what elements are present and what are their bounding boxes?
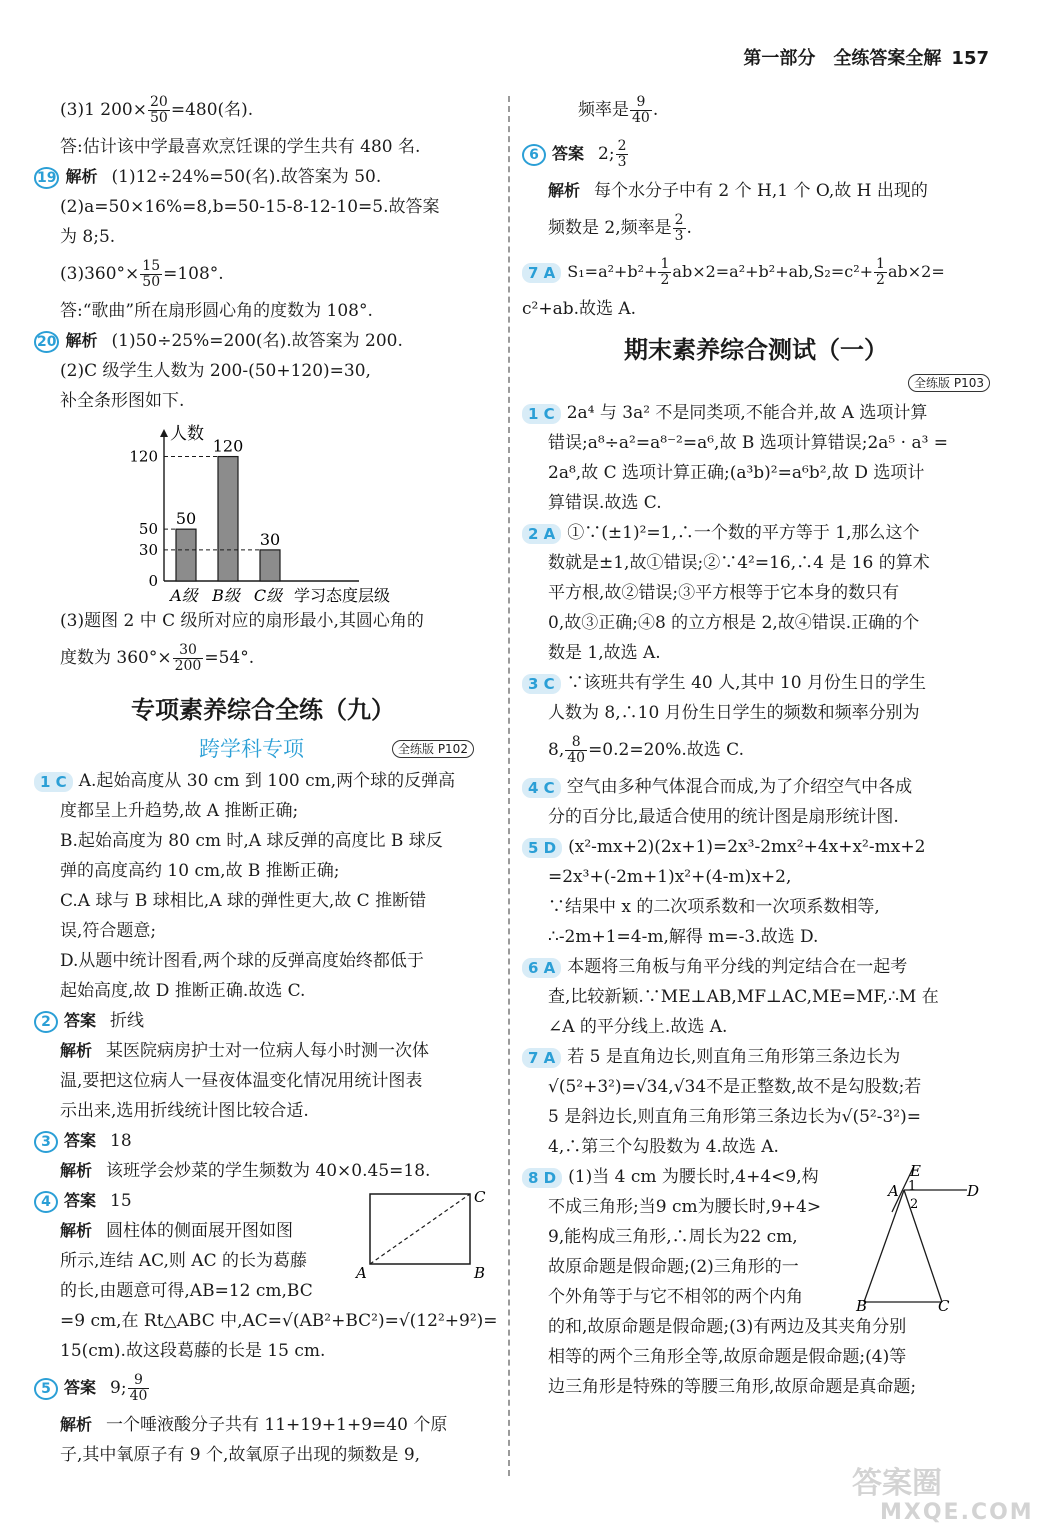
c1: 1 C A.起始高度从 30 cm 到 100 cm,两个球的反弹高 — [34, 766, 492, 796]
question-number: 5 — [34, 1378, 58, 1400]
bar-chart-svg — [104, 416, 444, 606]
q19: 19 解析 (1)12÷24%=50(名).故答案为 50. — [34, 162, 492, 192]
answer-badge: 1 C — [34, 772, 73, 792]
fraction: $\frac{20}{50}$ — [150, 94, 168, 126]
c7: 7 A S₁=a²+b²+ $\frac{1}{2}$ ab×2=a²+b²+ab,S₂=c²+ $\frac{1}{2}$ ab×2= — [522, 250, 990, 294]
page-number: 157 — [951, 48, 989, 69]
text-line: 2a⁸,故 C 选项计算正确;(a³b)²=a⁶b²,故 D 选项计 — [548, 463, 925, 483]
f5: 5 D (x²-mx+2)(2x+1)=2x³-2mx²+4x+x²-mx+2 — [522, 832, 990, 862]
text-line: D.从题中统计图看,两个球的反弹高度始终都低于 — [60, 951, 424, 971]
answer-badge: 3 C — [522, 674, 561, 694]
c6: 6 答案 2; $\frac{2}{3}$ — [522, 132, 990, 176]
label-D: D — [967, 1182, 980, 1200]
question-number: 2 — [34, 1011, 58, 1033]
text-line: 起始高度,故 D 推断正确.故选 C. — [60, 981, 306, 1001]
c5: 5 答案 9; $\frac{9}{40}$ — [34, 1366, 492, 1410]
question-number: 20 — [34, 331, 59, 353]
x-tick-label: B级 — [212, 586, 240, 605]
text-line: ∵结果中 x 的二次项系数和一次项系数相等, — [548, 897, 880, 917]
fraction: $\frac{9}{40}$ — [129, 1372, 148, 1404]
fraction: $\frac{30}{200}$ — [174, 642, 202, 674]
ref-row — [522, 372, 990, 398]
answer-badge: 7 A — [522, 1048, 561, 1068]
reference-tag: 全练版 P103 — [908, 374, 990, 392]
label-B: B — [474, 1264, 486, 1282]
text-line: 0,故③正确;④8 的立方根是 2,故④错误.正确的个 — [548, 613, 920, 633]
text-line: (2)a=50×16%=8,b=50-15-8-12-10=5.故答案 — [60, 197, 440, 217]
bar-A级 — [176, 529, 196, 581]
text-line: 数是 1,故选 A. — [548, 643, 661, 663]
y-tick-label: 120 — [129, 447, 158, 466]
c2: 2 答案 折线 — [34, 1006, 492, 1036]
y-tick-label: 30 — [138, 540, 158, 559]
text-line: 度都呈上升趋势,故 A 推断正确; — [60, 801, 299, 821]
question-number: 19 — [34, 167, 59, 189]
text-line: 频率是 $\frac{9}{40}$ . — [578, 94, 659, 126]
x-axis-label: 学习态度层级 — [294, 586, 391, 605]
rectangle-figure — [352, 1186, 492, 1286]
text-line: 的长,由题意可得,AB=12 cm,BC — [60, 1281, 313, 1301]
label-A: A — [356, 1264, 367, 1282]
right-column — [522, 88, 990, 1402]
text-line: c²+ab.故选 A. — [522, 299, 637, 319]
answer-badge: 2 A — [522, 524, 561, 544]
text-line: 为 8;5. — [60, 227, 116, 247]
subtitle-row — [34, 732, 492, 766]
text-line: 分的百分比,最适合使用的统计图是扇形统计图. — [548, 807, 899, 827]
y-tick-label: 50 — [138, 520, 158, 539]
bar-chart — [34, 416, 492, 606]
text-line: 5 是斜边长,则直角三角形第三条边长为√(5²-3²)= — [548, 1107, 921, 1127]
text-line: 解析 该班学会炒菜的学生频数为 40×0.45=18. — [60, 1161, 431, 1181]
answer-badge: 7 A — [522, 263, 561, 283]
data-label: 30 — [259, 529, 281, 549]
fraction: $\frac{2}{3}$ — [617, 138, 627, 170]
fraction: $\frac{9}{40}$ — [632, 94, 650, 126]
text-line: (3)360°× $\frac{15}{50}$ =108°. — [60, 258, 224, 290]
text-line: =9 cm,在 Rt△ABC 中,AC=√(AB²+BC²)=√(12²+9²)= — [60, 1311, 498, 1331]
f8: 8 D (1)当 4 cm 为腰长时,4+4<9,构 — [522, 1162, 990, 1192]
text-line: 相等的两个三角形全等,故原命题是假命题;(4)等 — [548, 1347, 907, 1367]
text-line: 数就是±1,故①错误;②∵4²=16,∴4 是 16 的算术 — [548, 553, 930, 573]
text-line: (2)C 级学生人数为 200-(50+120)=30, — [60, 361, 371, 381]
f8-block — [522, 1162, 990, 1402]
c3: 3 答案 18 — [34, 1126, 492, 1156]
f1: 1 C 2a⁴ 与 3a² 不是同类项,不能合并,故 A 选项计算 — [522, 398, 990, 428]
text-line: 人数为 8,∴10 月份生日学生的频数和频率分别为 — [548, 703, 920, 723]
triangle-figure — [852, 1162, 987, 1312]
text-line: 示出来,选用折线统计图比较合适. — [60, 1101, 309, 1121]
label-B: B — [856, 1297, 868, 1312]
text-line: 补全条形图如下. — [60, 391, 185, 411]
y-tick-label: 0 — [148, 572, 158, 590]
text-line: 15(cm).故这段葛藤的长是 15 cm. — [60, 1341, 326, 1361]
answer-badge: 1 C — [522, 404, 561, 424]
label-C: C — [938, 1297, 950, 1312]
text-line: C.A 球与 B 球相比,A 球的弹性更大,故 C 推断错 — [60, 891, 427, 911]
text-line: 答:“歌曲”所在扇形圆心角的度数为 108°. — [60, 301, 373, 321]
c4-block — [34, 1186, 498, 1366]
text-line: 频数是 2,频率是 $\frac{2}{3}$ . — [548, 212, 692, 244]
text-line: 9,能构成三角形,∴周长为22 cm, — [548, 1227, 798, 1247]
watermark-logo: 答案圈 — [852, 1466, 942, 1501]
label-2: 2 — [910, 1197, 919, 1212]
text-line: 解析 每个水分子中有 2 个 H,1 个 O,故 H 出现的 — [548, 181, 928, 201]
text-line: 解析 某医院病房护士对一位病人每小时测一次体 — [60, 1041, 430, 1061]
label-E: E — [910, 1162, 921, 1180]
text-line: ∴-2m+1=4-m,解得 m=-3.故选 D. — [548, 927, 819, 947]
fraction: $\frac{8}{40}$ — [567, 734, 586, 766]
fraction: $\frac{15}{50}$ — [142, 258, 161, 290]
f3: 3 C ∵该班共有学生 40 人,其中 10 月份生日的学生 — [522, 668, 990, 698]
text-line: 的和,故原命题是假命题;(3)有两边及其夹角分别 — [548, 1317, 907, 1337]
text-line: 不成三角形;当9 cm为腰长时,9+4> — [548, 1197, 822, 1217]
text-line: 算错误.故选 C. — [548, 493, 662, 513]
section-title-9: 专项素养综合全练（九） — [131, 696, 395, 724]
text-line: 所示,连结 AC,则 AC 的长为葛藤 — [60, 1251, 307, 1271]
y-axis-arrow — [160, 429, 168, 437]
text-line: 误,符合题意; — [60, 921, 157, 941]
text-line: 查,比较新颖.∵ME⊥AB,MF⊥AC,ME=MF,∴M 在 — [548, 987, 939, 1007]
text-line: 边三角形是特殊的等腰三角形,故原命题是真命题; — [548, 1377, 917, 1397]
text-line: 解析 一个唾液酸分子共有 11+19+1+9=40 个原 — [60, 1415, 448, 1435]
answer-badge: 5 D — [522, 838, 562, 858]
fraction: $\frac{2}{3}$ — [674, 212, 684, 244]
text-line: 答:估计该中学最喜欢烹饪课的学生共有 480 名. — [60, 137, 421, 157]
fraction: $\frac{1}{2}$ — [660, 256, 670, 288]
text-line: 错误;a⁸÷a²=a⁸⁻²=a⁶,故 B 选项计算错误;2a⁵ · a³ = — [548, 433, 949, 453]
section-title-final: 期末素养综合测试（一） — [624, 336, 888, 364]
label-1: 1 — [908, 1179, 917, 1194]
section-title: 第一部分 全练答案全解 — [743, 48, 942, 69]
f6: 6 A 本题将三角板与角平分线的判定结合在一起考 — [522, 952, 990, 982]
question-number: 3 — [34, 1131, 58, 1153]
watermark-url: MXQE.COM — [880, 1500, 1034, 1525]
question-number: 4 — [34, 1191, 58, 1213]
x-tick-label: A级 — [170, 586, 198, 605]
label-A: A — [888, 1182, 899, 1200]
y-axis-label: 人数 — [170, 424, 204, 444]
text-line: (3)1 200× $\frac{20}{50}$ =480(名). — [60, 94, 254, 126]
page-header — [743, 44, 989, 70]
text-line: B.起始高度为 80 cm 时,A 球反弹的高度比 B 球反 — [60, 831, 443, 851]
f7: 7 A 若 5 是直角边长,则直角三角形第三条边长为 — [522, 1042, 990, 1072]
f2: 2 A ①∵(±1)²=1,∴一个数的平方等于 1,那么这个 — [522, 518, 990, 548]
text-line: √(5²+3²)=√34,√34不是正整数,故不是勾股数;若 — [548, 1077, 922, 1097]
text-line: ∠A 的平分线上.故选 A. — [548, 1017, 728, 1037]
c4: 4 答案 15 — [34, 1186, 492, 1216]
text-line: 温,要把这位病人一昼夜体温变化情况用统计图表 — [60, 1071, 423, 1091]
q20: 20 解析 (1)50÷25%=200(名).故答案为 200. — [34, 326, 492, 356]
data-label: 50 — [175, 509, 197, 529]
bar-C级 — [260, 550, 280, 581]
text-line: 个外角等于与它不相邻的两个内角 — [548, 1287, 803, 1307]
fraction: $\frac{1}{2}$ — [876, 256, 885, 288]
left-column — [34, 88, 498, 1470]
text-line: 子,其中氧原子有 9 个,故氧原子出现的频数是 9, — [60, 1445, 421, 1465]
answer-badge: 4 C — [522, 778, 561, 798]
label-C: C — [474, 1188, 486, 1206]
text-line: 4,∴第三个勾股数为 4.故选 A. — [548, 1137, 779, 1157]
text-line: 解析 圆柱体的侧面展开图如图 — [60, 1221, 294, 1241]
reference-tag: 全练版 P102 — [392, 740, 474, 758]
text-line: 8, $\frac{8}{40}$ =0.2=20%.故选 C. — [548, 734, 744, 766]
bar-B级 — [218, 457, 238, 581]
column-divider — [508, 96, 510, 1476]
answer-badge: 6 A — [522, 958, 561, 978]
subtitle: 跨学科专项 — [199, 737, 304, 761]
text-line: =2x³+(-2m+1)x²+(4-m)x+2, — [548, 867, 792, 887]
text-line: 平方根,故②错误;③平方根等于它本身的数只有 — [548, 583, 900, 603]
x-tick-label: C级 — [253, 586, 283, 605]
text-line: 弹的高度高约 10 cm,故 B 推断正确; — [60, 861, 340, 881]
data-label: 120 — [212, 436, 244, 456]
text-line: 度数为 360°× $\frac{30}{200}$ =54°. — [60, 642, 255, 674]
text-line: 故原命题是假命题;(2)三角形的一 — [548, 1257, 799, 1277]
question-number: 6 — [522, 144, 546, 166]
text-line: (3)题图 2 中 C 级所对应的扇形最小,其圆心角的 — [60, 611, 424, 631]
answer-badge: 8 D — [522, 1168, 562, 1188]
f4: 4 C 空气由多种气体混合而成,为了介绍空气中各成 — [522, 772, 990, 802]
